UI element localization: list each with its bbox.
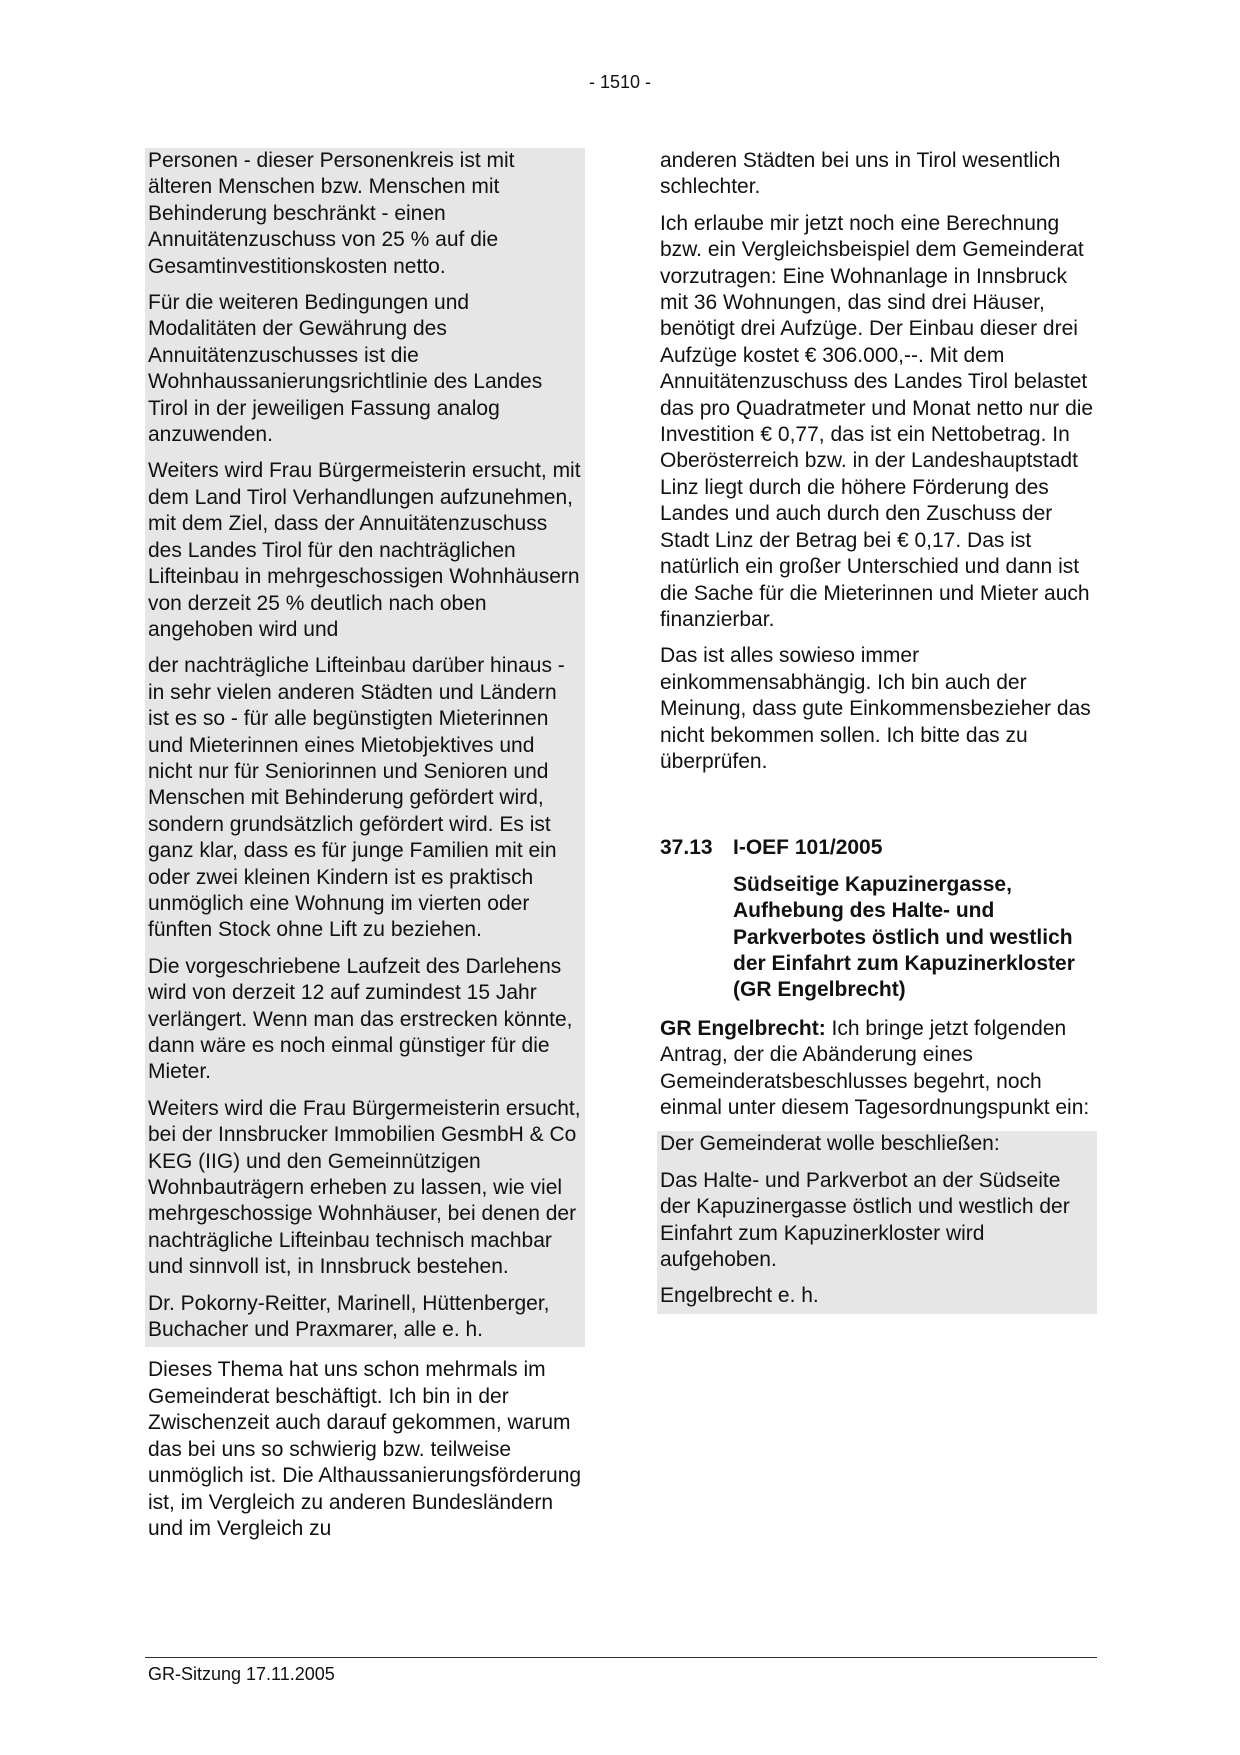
speech-paragraph: Dieses Thema hat uns schon mehrmals im Gemeinderat beschäftigt. Ich bin in der Zwischenzeit auch darauf gekommen, warum das bei uns so schwierig bzw. teilweise unmöglich ist. Die Althaussanierungsförderung ist, im Vergleich zu anderen Bundesländern und im Vergleich zu	[148, 1358, 582, 1540]
left-column	[145, 148, 585, 1552]
motion-signatures: Dr. Pokorny-Reitter, Marinell, Hüttenberger, Buchacher und Praxmarer, alle e. h.	[145, 1291, 585, 1348]
motion-paragraph: der nachträgliche Lifteinbau darüber hinaus - in sehr vielen anderen Städten und Ländern ist es so - für alle begünstigten Mieterinnen und Mieterinnen eines Mietobjektives und nicht nur für Seniorinnen und Senioren und Menschen mit Behinderung gefördert wird, sondern grundsätzlich gefördert wird. Es ist ganz klar, dass es für junge Familien mit ein oder zwei kleinen Kindern ist es praktisch unmöglich eine Wohnung im vierten oder fünften Stock ohne Lift zu beziehen.	[145, 653, 585, 953]
speech-paragraph: Ich erlaube mir jetzt noch eine Berechnung bzw. ein Vergleichsbeispiel dem Gemeinderat vorzutragen: Eine Wohnanlage in Innsbruck mit 36 Wohnungen, das sind drei Häuser, benötigt drei Aufzüge. Der Einbau dieser drei Aufzüge kostet € 306.000,--. Mit dem Annuitätenzuschuss des Landes Tirol belastet das pro Quadratmeter und Monat netto nur die Investition € 0,77, das ist ein Nettobetrag. In Oberösterreich bzw. in der Landeshauptstadt Linz liegt durch die höhere Förderung des Landes und auch durch den Zuschuss der Stadt Linz der Betrag bei € 0,17. Das ist natürlich ein großer Unterschied und dann ist die Sache für die Mieterinnen und Mieter auch finanzierbar.	[660, 211, 1094, 631]
right-column	[657, 148, 1097, 1324]
speech-paragraph	[657, 1016, 1097, 1122]
speech-paragraph: Das ist alles sowieso immer einkommensabhängig. Ich bin auch der Meinung, dass gute Einkommensbezieher das nicht bekommen sollen. Ich bitte das zu überprüfen.	[660, 644, 1091, 773]
motion-paragraph: Weiters wird die Frau Bürgermeisterin ersucht, bei der Innsbrucker Immobilien GesmbH & Co KEG (IIG) und den Gemeinnützigen Wohnbauträgern erheben zu lassen, wie viel mehrgeschossige Wohnhäuser, bei denen der nachträgliche Lifteinbau technisch machbar und sinnvoll ist, in Innsbruck bestehen.	[145, 1096, 585, 1291]
motion-paragraph: Für die weiteren Bedingungen und Modalitäten der Gewährung des Annuitätenzuschusses ist die Wohnhaussanierungsrichtlinie des Landes Tirol in der jeweiligen Fassung analog anzuwenden.	[145, 290, 585, 458]
motion-text: Das Halte- und Parkverbot an der Südseite der Kapuzinergasse östlich und westlich der Einfahrt zum Kapuzinerkloster wird aufgehoben.	[657, 1168, 1097, 1284]
motion-intro: Der Gemeinderat wolle beschließen:	[657, 1131, 1097, 1167]
motion-paragraph: Weiters wird Frau Bürgermeisterin ersucht, mit dem Land Tirol Verhandlungen aufzunehmen, mit dem Ziel, dass der Annuitätenzuschuss des Landes Tirol für den nachträglichen Lifteinbau in mehrgeschossigen Wohnhäusern von derzeit 25 % deutlich nach oben angehoben wird und	[145, 458, 585, 653]
agenda-item-title: Südseitige Kapuzinergasse, Aufhebung des Halte- und Parkverbotes östlich und westlich der Einfahrt zum Kapuzinerkloster (GR Engelbrecht)	[733, 872, 1075, 1002]
motion-paragraph: Die vorgeschriebene Laufzeit des Darlehens wird von derzeit 12 auf zumindest 15 Jahr verlängert. Wenn man das erstrecken könnte, dann wäre es noch einmal günstiger für die Mieter.	[145, 954, 585, 1096]
agenda-item-code: I-OEF 101/2005	[733, 836, 883, 860]
agenda-item-number: 37.13	[660, 836, 713, 860]
footer-divider	[145, 1657, 1097, 1658]
page-number: - 1510 -	[588, 72, 652, 92]
speaker-name: GR Engelbrecht:	[660, 1016, 826, 1040]
motion-signature: Engelbrecht e. h.	[657, 1283, 1097, 1313]
speech-paragraph: anderen Städten bei uns in Tirol wesentlich schlechter.	[660, 149, 1061, 199]
motion-paragraph: Personen - dieser Personenkreis ist mit älteren Menschen bzw. Menschen mit Behinderung beschränkt - einen Annuitätenzuschuss von 25 % auf die Gesamtinvestitionskosten netto.	[145, 148, 585, 290]
footer-session-date: GR-Sitzung 17.11.2005	[148, 1664, 335, 1684]
agenda-item-heading	[657, 835, 1097, 861]
speech-text: Ich bringe jetzt folgenden Antrag, der die Abänderung eines Gemeinderatsbeschlusses begehrt, noch einmal unter diesem Tagesordnungspunkt ein:	[660, 1016, 1090, 1119]
